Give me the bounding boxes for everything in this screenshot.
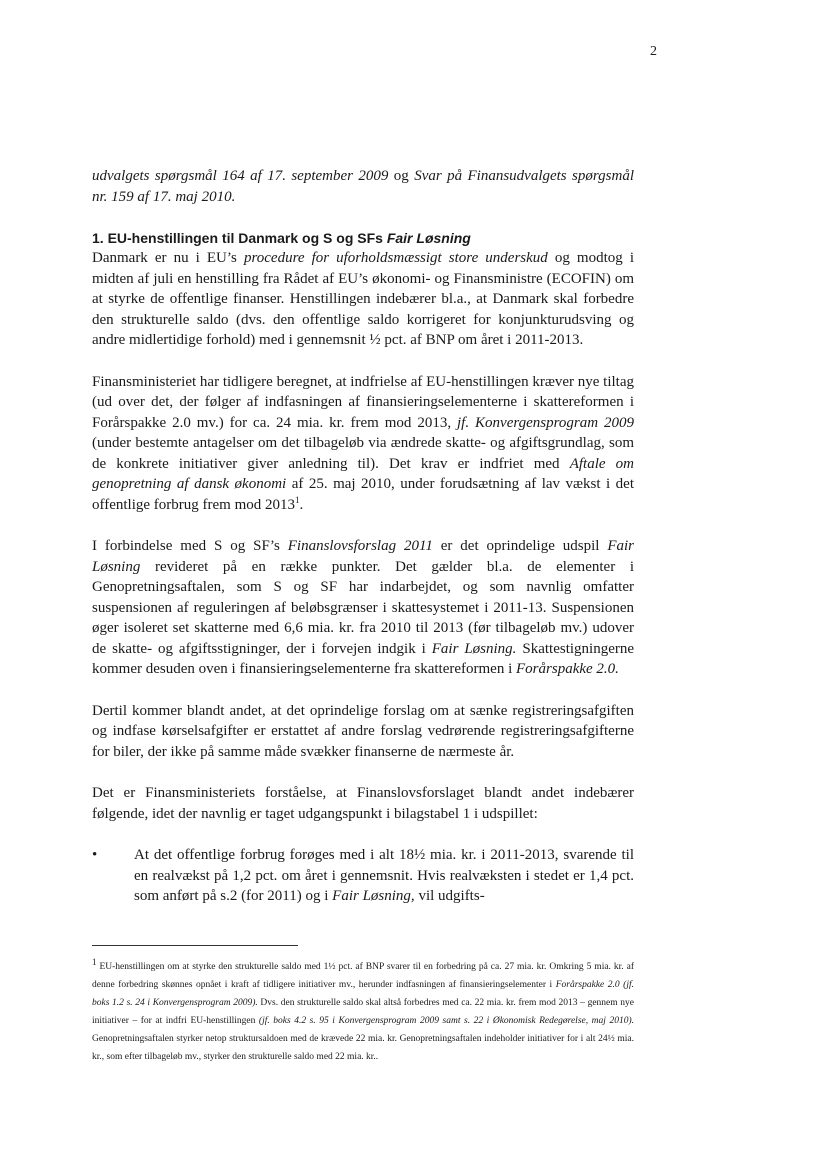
footnote-text-1: EU-henstillingen om at styrke den strukturelle saldo med 1½ pct. af BNP svarer til en forbedring på ca. 27 mia. kr. Omkring 5 mia. kr. af denne forbedring skønnes opnået i kraft af tidligere initiativer mv., herunder indfasningen af finansieringselementer i — [92, 962, 634, 990]
bullet-text — [134, 845, 634, 907]
bullet-item — [92, 845, 634, 907]
p2-text-2: (under bestemte antagelser om det tilbageløb via ændrede skatte- og afgiftsgrundlag, som de konkrete initiativer giver anledning til). Det krav er indfriet med — [92, 435, 634, 472]
footnote-italic-1: Forårspakke 2.0 (jf. boks 1.2 s. 24 i Konvergensprogram 2009). — [92, 980, 634, 1008]
footnote-text-3: Genopretningsaftalen styrker netop struktursaldoen med de krævede 22 mia. kr. Genopretningsaftalen indeholder initiativer for i alt 24½ mia. kr., som efter tilbageløb mv., styrker den strukturelle saldo med 22 mia. kr.. — [92, 1034, 634, 1062]
document-body — [92, 166, 634, 907]
section-heading-italic: Fair Løsning — [386, 230, 471, 246]
paragraph-5: Det er Finansministeriets forståelse, at Finanslovsforslaget blandt andet indebærer følgende, idet der navnlig er taget udgangspunkt i bilagstabel 1 i udspillet: — [92, 785, 634, 822]
p2-text-1: Finansministeriet har tidligere beregnet, at indfrielse af EU-henstillingen kræver nye tiltag (ud over det, der følger af indfasningen af finansieringselementerne i skattereformen i Forårspakke 2.0 mv.) for ca. 24 mia. kr. frem mod 2013, — [92, 373, 634, 431]
section-heading — [92, 228, 634, 248]
p3-italic-1: Finanslovsforslag 2011 — [287, 538, 433, 554]
p3-text-2: er det oprindelige udspil — [432, 538, 608, 554]
paragraph-3 — [92, 536, 634, 680]
paragraph-2 — [92, 372, 634, 516]
p3-italic-2: Fair Løsning — [92, 538, 634, 575]
paragraph-4: Dertil kommer blandt andet, at det oprindelige forslag om at sænke registreringsafgiften og indfase kørselsafgifter er erstattet af andre forslag vedrørende registreringsafgifterne for biler, der ikke på samme måde svækker finanserne de nærmeste år. — [92, 702, 634, 760]
intro-ref-2: Svar på Finansudvalgets spørgsmål nr. 159 af 17. maj 2010. — [92, 168, 635, 205]
bullet-italic: Fair Løsning, — [332, 888, 415, 904]
intro-paragraph — [92, 166, 634, 207]
footnote-ref-1[interactable]: 1 — [295, 494, 300, 505]
p1-text-2: og modtog i midten af juli en henstilling fra Rådet af EU’s økonomi- og Finansministre (ECOFIN) om at styrke de offentlige finanser. Henstillingen indebærer bl.a., at Danmark skal forbedre den strukturelle saldo (dvs. den offentlige saldo korrigeret for konjunkturudsving og andre midlertidige forhold) med i gennemsnit ½ pct. af BNP om året i 2011-2013. — [92, 250, 634, 348]
p3-text-3: revideret på en række punkter. Det gælder bl.a. de elementer i Genopretningsaftalen, som S og SF har indarbejdet, og som navnlig omfatter suspensionen af reguleringen af beløbsgrænser i skattesystemet i 2011-13. Suspensionen øger isoleret set skatterne med 6,6 mia. kr. fra 2010 til 2013 (før tilbageløb mv.) udover de skatte- og afgiftsstigninger, der i forvejen indgik i — [92, 558, 634, 657]
p3-italic-4: Forårspakke 2.0. — [516, 661, 619, 677]
footnote-divider — [92, 945, 298, 946]
bullet-text-2: vil udgifts- — [414, 888, 485, 904]
footnote-1 — [92, 958, 634, 1066]
p2-italic-2: Aftale om genopretning af dansk økonomi — [92, 455, 635, 492]
intro-ref-1: udvalgets spørgsmål 164 af 17. september 2009 — [92, 168, 389, 184]
p1-italic: procedure for uforholdsmæssigt store underskud — [243, 250, 548, 266]
p2-text-3: af 25. maj 2010, under forudsætning af lav vækst i det offentlige forbrug frem mod 2013 — [92, 476, 634, 513]
p2-text-4: . — [299, 496, 304, 513]
p2-italic-1: jf. Konvergensprogram 2009 — [457, 414, 635, 431]
intro-join: og — [388, 168, 415, 184]
p1-text-1: Danmark er nu i EU’s — [92, 250, 244, 266]
bullet-text-1: At det offentlige forbrug forøges med i alt 18½ mia. kr. i 2011-2013, svarende til en realvækst på 1,2 pct. om året i gennemsnit. Hvis realvæksten i stedet er 1,4 pct. som anført på s.2 (for 2011) og i — [134, 847, 634, 904]
footnote-italic-2: (jf. boks 4.2 s. 95 i Konvergensprogram 2009 samt s. 22 i Økonomisk Redegørelse, maj 2010). — [258, 1016, 634, 1026]
section-heading-text: 1. EU-henstillingen til Danmark og S og SFs — [92, 230, 387, 246]
p3-text-4: Skattestigningerne kommer desuden oven i finansieringselementerne fra skattereformen i — [92, 640, 635, 677]
footnote-text-2: Dvs. den strukturelle saldo skal altså forbedres med ca. 22 mia. kr. frem mod 2013 – gennem nye initiativer – for at indfri EU-henstillingen — [92, 998, 634, 1026]
p3-text-1: I forbindelse med S og SF’s — [92, 538, 288, 554]
p3-italic-3: Fair Løsning. — [431, 640, 517, 657]
footnote-number: 1 — [92, 956, 97, 967]
bullet-icon: • — [92, 847, 98, 863]
paragraph-1 — [92, 248, 634, 351]
page-number: 2 — [650, 44, 657, 59]
